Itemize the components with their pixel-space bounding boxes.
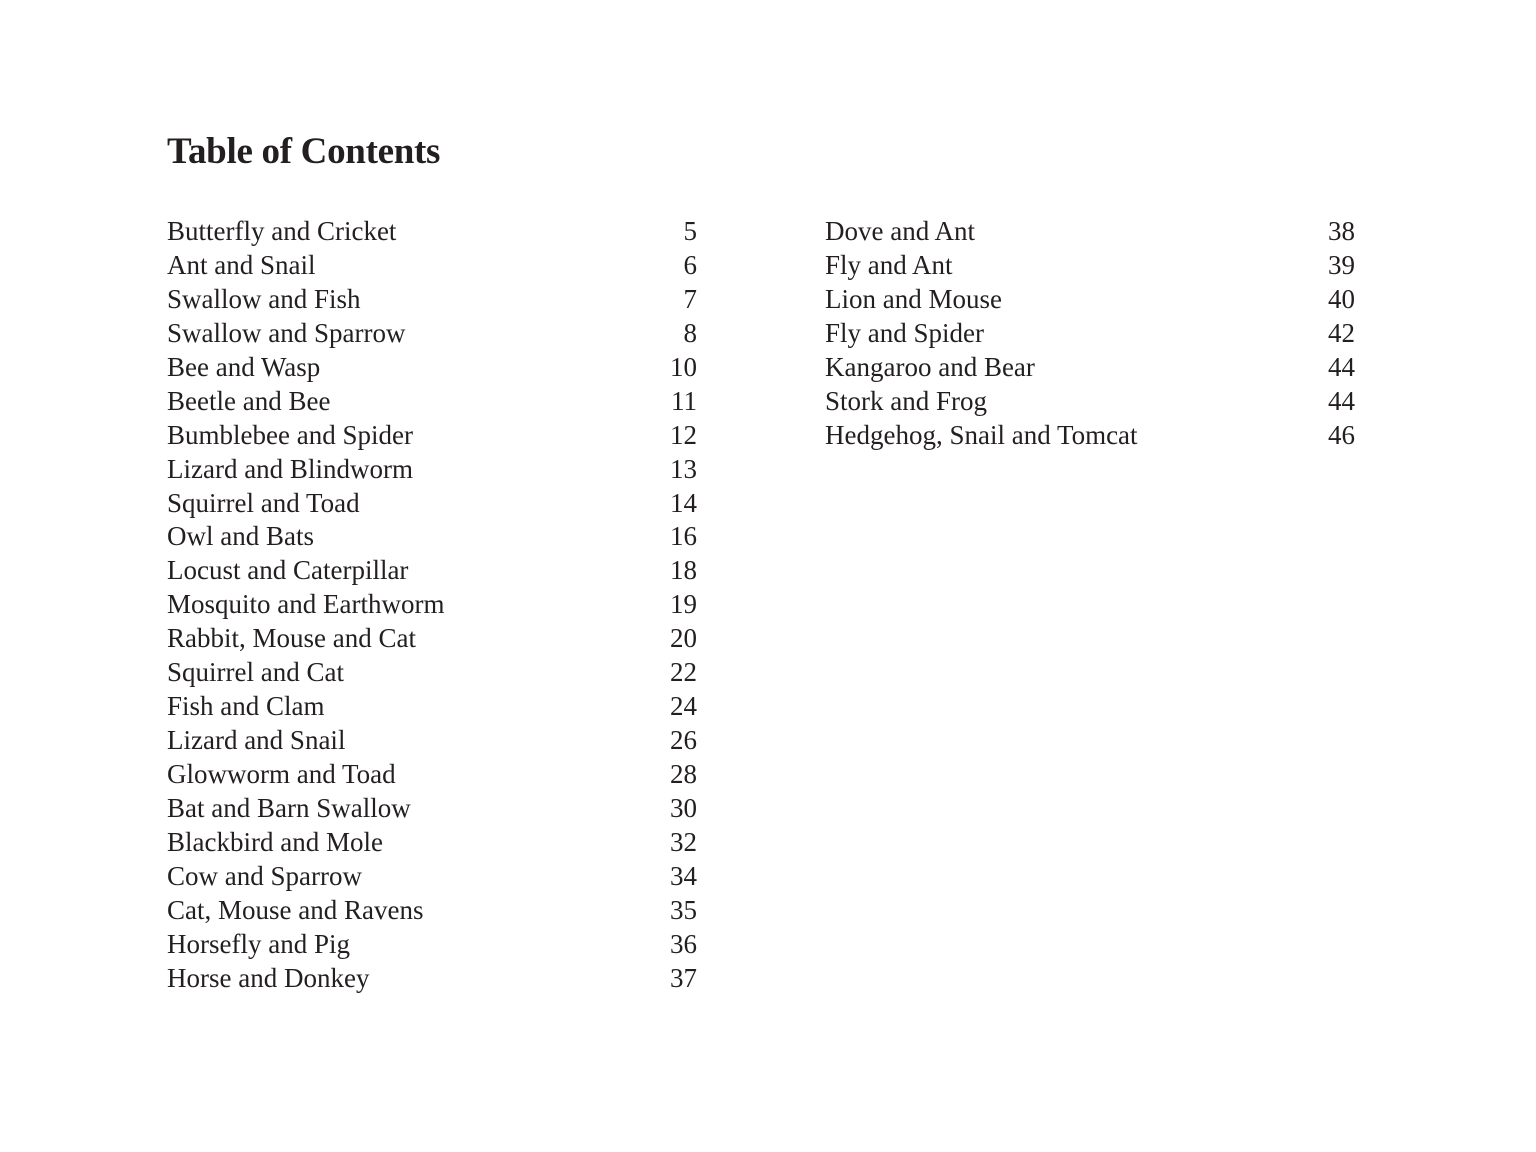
toc-entry-title: Cow and Sparrow — [167, 860, 362, 891]
toc-entry-title: Beetle and Bee — [167, 385, 331, 416]
toc-entry — [167, 758, 697, 792]
toc-entry-page-number: 30 — [670, 792, 697, 823]
toc-entry-title: Dove and Ant — [825, 216, 975, 246]
toc-entry — [167, 724, 697, 758]
toc-entry-title: Squirrel and Toad — [167, 487, 360, 518]
toc-entry-title: Horsefly and Pig — [167, 928, 350, 959]
toc-entry-page-number: 36 — [670, 928, 697, 959]
toc-entry-page-number: 39 — [1328, 249, 1355, 280]
toc-entry-page-number: 22 — [670, 657, 697, 688]
toc-entry-title: Fly and Spider — [825, 317, 984, 348]
toc-entry — [825, 351, 1355, 385]
toc-entry — [825, 283, 1355, 317]
toc-entry-page-number: 35 — [670, 894, 697, 925]
toc-entry — [167, 962, 697, 996]
toc-entry-title: Squirrel and Cat — [167, 657, 344, 688]
toc-entry-page-number: 5 — [683, 216, 697, 246]
toc-entry-page-number: 7 — [683, 283, 697, 314]
toc-entry-title: Ant and Snail — [167, 249, 316, 280]
toc-entry — [825, 385, 1355, 419]
toc-entry — [825, 419, 1355, 453]
toc-entry-page-number: 20 — [670, 623, 697, 654]
toc-entry — [167, 249, 697, 283]
toc-entry-page-number: 44 — [1328, 351, 1355, 382]
toc-entry-page-number: 46 — [1328, 419, 1355, 450]
toc-entry — [167, 656, 697, 690]
toc-entry — [167, 419, 697, 453]
page-title: Table of Contents — [167, 131, 441, 172]
toc-entry — [167, 520, 697, 554]
toc-entry — [167, 860, 697, 894]
toc-entry — [167, 690, 697, 724]
toc-entry-title: Kangaroo and Bear — [825, 351, 1035, 382]
toc-entry-title: Fish and Clam — [167, 691, 325, 722]
toc-column-left — [167, 215, 697, 996]
toc-entry-title: Glowworm and Toad — [167, 759, 396, 789]
toc-entry — [167, 894, 697, 928]
toc-entry — [167, 317, 697, 351]
toc-column-right — [825, 215, 1355, 453]
toc-entry — [167, 792, 697, 826]
toc-entry-title: Mosquito and Earthworm — [167, 589, 445, 620]
toc-entry-page-number: 14 — [670, 487, 697, 518]
toc-entry-title: Lizard and Blindworm — [167, 453, 413, 484]
toc-entry-page-number: 24 — [670, 691, 697, 722]
toc-entry — [167, 385, 697, 419]
toc-entry-page-number: 34 — [670, 860, 697, 891]
toc-entry-page-number: 28 — [670, 759, 697, 789]
toc-entry-page-number: 8 — [683, 317, 697, 348]
toc-entry — [167, 588, 697, 622]
toc-entry — [825, 317, 1355, 351]
toc-entry-page-number: 37 — [670, 962, 697, 993]
toc-entry-title: Stork and Frog — [825, 385, 987, 416]
toc-entry-title: Fly and Ant — [825, 249, 953, 280]
toc-entry-title: Swallow and Fish — [167, 283, 361, 314]
toc-entry-page-number: 10 — [670, 351, 697, 382]
toc-entry-page-number: 42 — [1328, 317, 1355, 348]
toc-entry-title: Locust and Caterpillar — [167, 555, 409, 586]
toc-entry — [167, 622, 697, 656]
toc-entry — [167, 351, 697, 385]
toc-entry — [167, 487, 697, 521]
toc-entry — [167, 215, 697, 249]
toc-entry — [167, 928, 697, 962]
toc-entry-page-number: 11 — [671, 385, 697, 416]
toc-entry-title: Bumblebee and Spider — [167, 419, 413, 450]
toc-entry-title: Horse and Donkey — [167, 962, 370, 993]
toc-entry-page-number: 12 — [670, 419, 697, 450]
toc-entry — [825, 215, 1355, 249]
toc-entry-page-number: 32 — [670, 826, 697, 857]
toc-entry-page-number: 19 — [670, 589, 697, 620]
toc-entry-page-number: 44 — [1328, 385, 1355, 416]
toc-entry-page-number: 26 — [670, 725, 697, 756]
toc-entry-title: Swallow and Sparrow — [167, 317, 406, 348]
toc-entry-title: Hedgehog, Snail and Tomcat — [825, 419, 1138, 450]
toc-entry-page-number: 6 — [683, 249, 697, 280]
toc-entry — [167, 826, 697, 860]
toc-entry-page-number: 38 — [1328, 216, 1355, 246]
toc-entry-page-number: 18 — [670, 555, 697, 586]
toc-entry — [825, 249, 1355, 283]
toc-entry-page-number: 40 — [1328, 283, 1355, 314]
toc-entry-title: Bat and Barn Swallow — [167, 792, 411, 823]
toc-entry-page-number: 13 — [670, 453, 697, 484]
toc-entry-title: Rabbit, Mouse and Cat — [167, 623, 416, 654]
toc-entry-title: Lizard and Snail — [167, 725, 346, 756]
toc-entry-title: Cat, Mouse and Ravens — [167, 894, 424, 925]
toc-entry-title: Butterfly and Cricket — [167, 216, 397, 246]
toc-entry-title: Lion and Mouse — [825, 283, 1002, 314]
toc-entry-title: Bee and Wasp — [167, 351, 321, 382]
toc-entry — [167, 554, 697, 588]
toc-entry — [167, 453, 697, 487]
toc-entry-title: Blackbird and Mole — [167, 826, 383, 857]
toc-entry — [167, 283, 697, 317]
toc-entry-page-number: 16 — [670, 521, 697, 552]
toc-entry-title: Owl and Bats — [167, 521, 314, 552]
